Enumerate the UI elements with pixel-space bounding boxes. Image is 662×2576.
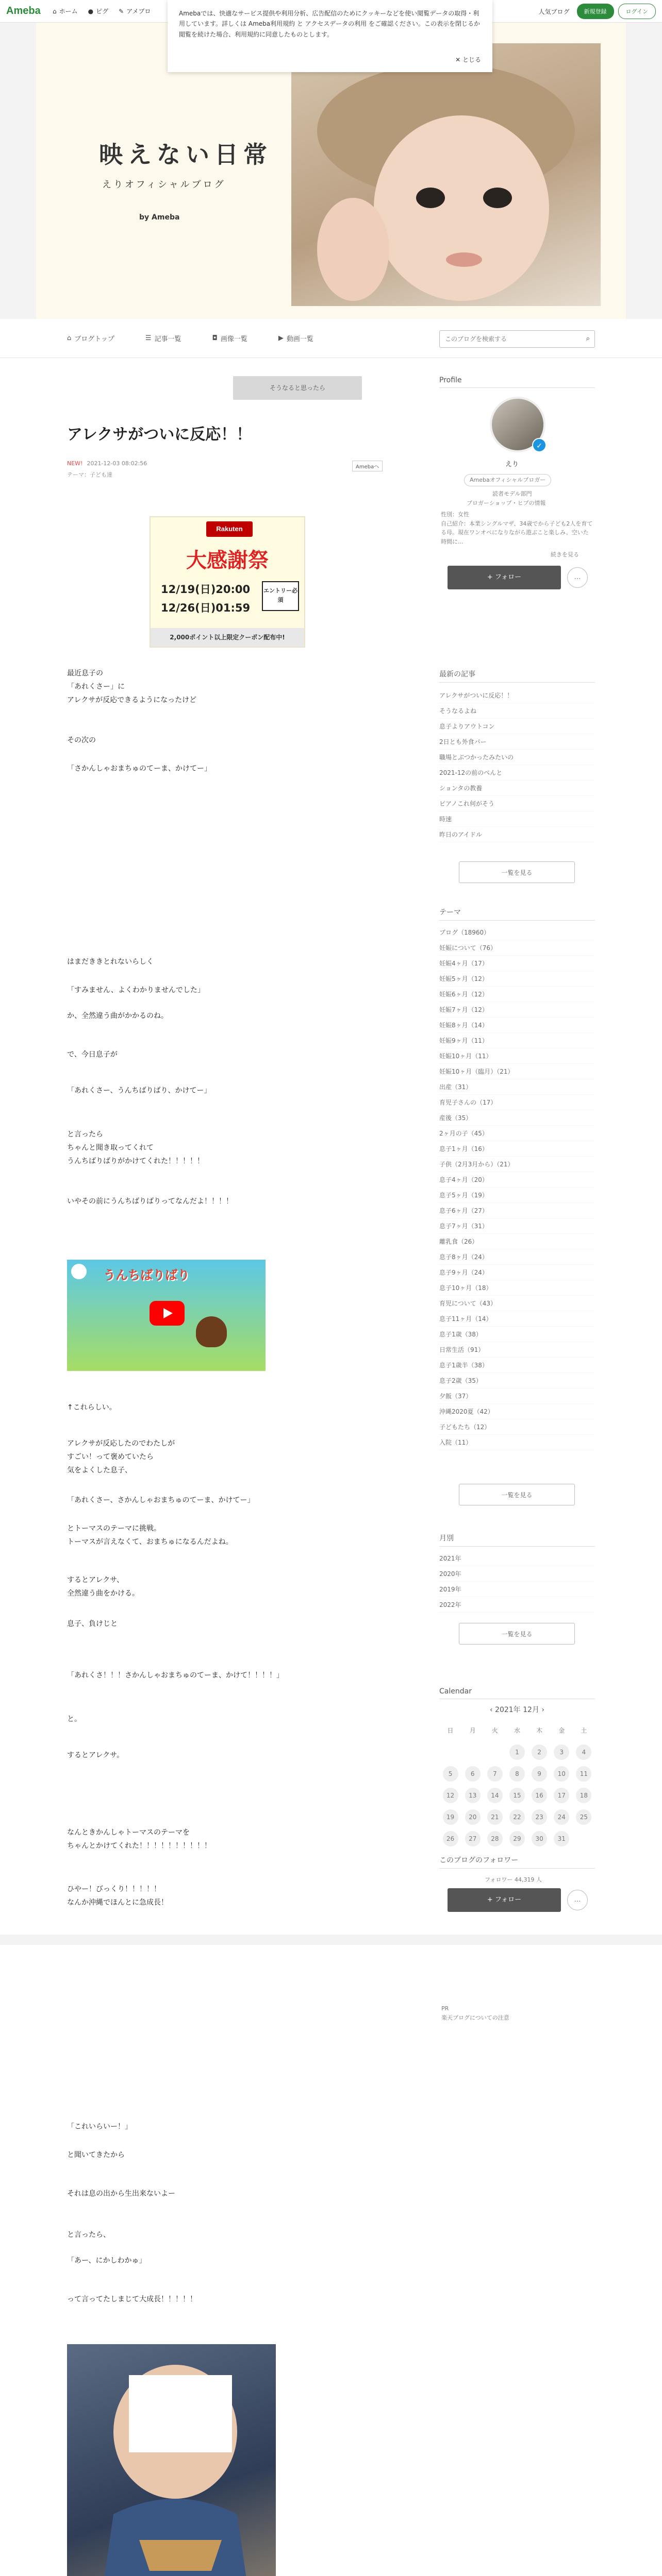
ad-note[interactable]: 楽天ブログについての注意 bbox=[441, 2014, 509, 2021]
face-mask bbox=[129, 2375, 232, 2452]
list-item[interactable]: 2021年 bbox=[439, 1551, 594, 1566]
header-photo bbox=[291, 43, 601, 306]
popular-blog-link[interactable]: 人気ブログ bbox=[538, 8, 570, 15]
calendar-day[interactable] bbox=[528, 1806, 551, 1828]
previous-article-button[interactable]: そうなると思ったら bbox=[233, 376, 362, 400]
banner-coupon: 2,000ポイント以上限定クーポン配布中! bbox=[151, 628, 304, 647]
followers-heading: このブログのフォロワー bbox=[439, 1855, 595, 1869]
child-photo bbox=[67, 2344, 276, 2576]
list-item[interactable]: 産後（35） bbox=[439, 1110, 594, 1126]
calendar-day[interactable] bbox=[528, 1785, 551, 1806]
nav-ameblo[interactable]: ✎ アメブロ bbox=[119, 7, 151, 15]
calendar-day[interactable] bbox=[506, 1741, 528, 1763]
close-icon: ✕ bbox=[455, 56, 462, 63]
calendar-day-number: 27 bbox=[465, 1831, 481, 1846]
list-item[interactable]: 息子9ヶ月（24） bbox=[439, 1265, 594, 1280]
recent-heading: 最新の記事 bbox=[439, 669, 595, 683]
calendar-day-number: 31 bbox=[554, 1831, 569, 1846]
calendar-day[interactable] bbox=[439, 1785, 461, 1806]
calendar-day[interactable] bbox=[551, 1806, 573, 1828]
calendar-day-number: 24 bbox=[554, 1809, 569, 1825]
calendar-day[interactable] bbox=[528, 1828, 551, 1850]
list-item[interactable]: 子供（2月3月から）（21） bbox=[439, 1157, 594, 1172]
more-options-button[interactable]: … bbox=[567, 567, 588, 588]
list-item[interactable]: 息子4ヶ月（20） bbox=[439, 1172, 594, 1188]
weekday-text: 木 bbox=[536, 1727, 543, 1734]
pr-label: PR bbox=[441, 2005, 449, 2012]
share-button[interactable]: Amebaへ bbox=[352, 461, 383, 471]
paragraph: するとアレクサ、 全然違う曲をかける。 bbox=[67, 1576, 139, 1598]
calendar-day[interactable] bbox=[439, 1806, 461, 1828]
monthly-heading: 月別 bbox=[439, 1533, 595, 1547]
calendar-day[interactable] bbox=[461, 1806, 484, 1828]
calendar-day[interactable] bbox=[439, 1763, 461, 1785]
play-icon[interactable] bbox=[150, 1301, 185, 1326]
calendar-day-number: 1 bbox=[509, 1744, 525, 1760]
calendar-day-number: 6 bbox=[465, 1766, 481, 1782]
weekday-text: 月 bbox=[469, 1727, 476, 1734]
list-item[interactable]: 出産（31） bbox=[439, 1079, 594, 1095]
article-meta bbox=[67, 460, 147, 467]
calendar-day-number: 13 bbox=[465, 1788, 481, 1803]
blog-subtitle: えりオフィシャルブログ bbox=[102, 179, 226, 190]
calendar-day-number: 9 bbox=[532, 1766, 547, 1782]
list-item[interactable]: 妊娠について（76） bbox=[439, 940, 594, 956]
calendar-day[interactable] bbox=[573, 1806, 595, 1828]
calendar-day[interactable] bbox=[551, 1828, 573, 1850]
list-item[interactable]: 息子よりアウトコン bbox=[439, 719, 594, 734]
video-title: うんちばりばり bbox=[103, 1268, 190, 1282]
list-item[interactable]: 息子11ヶ月（14） bbox=[439, 1311, 594, 1327]
calendar-day-number: 19 bbox=[443, 1809, 458, 1825]
nav-blog-top[interactable]: ⌂ ブログトップ bbox=[67, 334, 114, 343]
calendar-day-number: 26 bbox=[443, 1831, 458, 1846]
weekday-label bbox=[551, 1720, 573, 1741]
list-item[interactable]: 息子7ヶ月（31） bbox=[439, 1218, 594, 1234]
nav-home[interactable]: ⌂ ホーム bbox=[53, 7, 78, 15]
weekday-text: 土 bbox=[581, 1727, 587, 1734]
calendar-day-number: 2 bbox=[532, 1744, 547, 1760]
paragraph: 「すみません、よくわかりませんでした」 bbox=[67, 986, 205, 994]
home-icon: ⌂ bbox=[53, 7, 57, 15]
blog-nav bbox=[0, 319, 662, 358]
calendar-month: ‹ 2021年 12月 › bbox=[489, 1706, 545, 1714]
calendar-day[interactable] bbox=[461, 1828, 484, 1850]
nav-image-list[interactable]: ◘ 画像一覧 bbox=[212, 334, 247, 343]
search-icon[interactable]: ⌕ bbox=[586, 335, 590, 343]
profile-name[interactable]: えり bbox=[505, 461, 519, 468]
list-item[interactable]: 2020年 bbox=[439, 1566, 594, 1582]
list-item[interactable]: 息子10ヶ月（18） bbox=[439, 1280, 594, 1296]
pen-icon: ✎ bbox=[119, 7, 124, 15]
cookie-notice bbox=[168, 0, 492, 72]
blog-title[interactable]: 映えない日常 bbox=[99, 141, 272, 168]
follow-button[interactable]: + フォロー bbox=[448, 566, 561, 589]
blog-search bbox=[439, 330, 595, 348]
calendar-day[interactable] bbox=[461, 1785, 484, 1806]
calendar-day bbox=[484, 1741, 506, 1763]
channel-avatar bbox=[71, 1264, 87, 1279]
calendar-day-number: 28 bbox=[487, 1831, 503, 1846]
calendar-day-number: 30 bbox=[532, 1831, 547, 1846]
list-item[interactable]: 息子1歳（38） bbox=[439, 1327, 594, 1342]
list-item[interactable]: 日常生活（91） bbox=[439, 1342, 594, 1358]
paragraph: ↑これらしい。 bbox=[67, 1403, 117, 1412]
calendar-day-number: 11 bbox=[576, 1766, 591, 1782]
calendar-day-number: 16 bbox=[532, 1788, 547, 1803]
paragraph: 息子、負けじと bbox=[67, 1620, 118, 1628]
list-item[interactable]: 妊娠4ヶ月（17） bbox=[439, 956, 594, 971]
paragraph: と言ったら、 bbox=[67, 2231, 110, 2239]
pigg-icon: ● bbox=[88, 7, 94, 15]
paragraph: 「あー、にかしわかゅ」 bbox=[67, 2257, 146, 2265]
calendar-day-number: 7 bbox=[487, 1766, 503, 1782]
calendar-day[interactable] bbox=[506, 1763, 528, 1785]
list-item[interactable]: 職場とぶつかったみたいの bbox=[439, 750, 594, 765]
verified-icon: ✓ bbox=[532, 438, 547, 452]
list-item[interactable]: ブログ（18960） bbox=[439, 925, 594, 940]
list-item[interactable]: 時速 bbox=[439, 811, 594, 827]
banner-title: 大感謝祭 bbox=[186, 549, 269, 572]
calendar-day[interactable] bbox=[551, 1785, 573, 1806]
theme-heading: テーマ bbox=[439, 907, 595, 921]
list-item[interactable]: 2日とも外食パー bbox=[439, 734, 594, 750]
calendar: Calendar ‹ 2021年 12月 › 日 月 火 水 木 金 土 1 2 3 4 5 6 7 8 9 10 11 12 13 14 15 16 17 18 19 20 21 22 23 24 25 26 27 28 29 30 31 bbox=[439, 1687, 595, 1850]
weekday-label bbox=[506, 1720, 528, 1741]
weekday-text: 金 bbox=[558, 1727, 565, 1734]
calendar-day-number: 18 bbox=[576, 1788, 591, 1803]
more-options-button[interactable]: … bbox=[567, 1890, 588, 1910]
account-actions bbox=[539, 4, 656, 19]
close-notice-button[interactable]: ✕ とじる bbox=[455, 56, 481, 63]
calendar-day bbox=[573, 1828, 595, 1850]
rakuten-logo: Rakuten bbox=[206, 521, 253, 537]
list-item[interactable]: 息子1ヶ月（16） bbox=[439, 1141, 594, 1157]
rakuten-banner[interactable] bbox=[150, 516, 305, 648]
calendar-day[interactable] bbox=[439, 1828, 461, 1850]
paragraph: 「あれくさー、うんちばりばり、かけてー」 bbox=[67, 1087, 211, 1095]
calendar-day[interactable] bbox=[461, 1763, 484, 1785]
camera-icon: ◘ bbox=[212, 334, 218, 342]
list-item[interactable]: 離乳食（26） bbox=[439, 1234, 594, 1249]
weekday-label bbox=[439, 1720, 461, 1741]
calendar-day-number: 23 bbox=[532, 1809, 547, 1825]
weekday-text: 火 bbox=[491, 1727, 498, 1734]
baby-illustration bbox=[291, 43, 601, 306]
calendar-day bbox=[439, 1741, 461, 1763]
weekday-label bbox=[528, 1720, 551, 1741]
profile-genre2: ブロガーショップ・ヒプの情報 bbox=[467, 500, 546, 506]
calendar-day bbox=[461, 1741, 484, 1763]
calendar-day[interactable] bbox=[573, 1741, 595, 1763]
calendar-day-number: 5 bbox=[443, 1766, 458, 1782]
youtube-video[interactable] bbox=[67, 1260, 266, 1371]
calendar-day[interactable] bbox=[528, 1741, 551, 1763]
nav-article-list[interactable]: ☰ 記事一覧 bbox=[145, 334, 181, 343]
paragraph: と。 bbox=[67, 1715, 81, 1723]
search-input[interactable] bbox=[440, 331, 574, 347]
paragraph: それは息の出から生出来ないよー bbox=[67, 2190, 175, 2198]
list-item[interactable]: 妊娠10ヶ月（臨月）（21） bbox=[439, 1064, 594, 1079]
list-item[interactable]: 2ヶ月の子（45） bbox=[439, 1126, 594, 1141]
by-ameba-logo: by Ameba bbox=[139, 213, 180, 222]
cookie-notice-text: Amebaでは、快適なサービス提供や利用分析、広告配信のためにクッキーなどを使い閲覧データの取得・利用しています。詳しくは Ameba利用規約 と アクセスデータの利用 をご確認ください。この表示を閉じるか閲覧を続けた場合、利用規約に同意したものとします。 bbox=[179, 10, 480, 38]
list-item[interactable]: アレクサがついに反応！！ bbox=[439, 688, 594, 703]
paragraph: と聞いてきたから bbox=[67, 2151, 125, 2159]
list-item[interactable]: 息子5ヶ月（19） bbox=[439, 1188, 594, 1203]
banner-start-date: 12/19(日)20:00 bbox=[161, 583, 251, 596]
paragraph: ひやー！びっくり！！！！！ なんか沖縄でほんとに急成長！ bbox=[67, 1885, 168, 1907]
list-item[interactable]: 妊娠8ヶ月（14） bbox=[439, 1018, 594, 1033]
calendar-day[interactable] bbox=[484, 1828, 506, 1850]
paragraph: と言ったら ちゃんと聞き取ってくれて うんちばりばりがかけてくれた！！！！！ bbox=[67, 1130, 204, 1165]
calendar-day-number: 22 bbox=[509, 1809, 525, 1825]
list-item[interactable]: 昨日のアイドル bbox=[439, 827, 594, 842]
calendar-day-number: 25 bbox=[576, 1809, 591, 1825]
calendar-day-number: 17 bbox=[554, 1788, 569, 1803]
paragraph: で、今日息子が bbox=[67, 1050, 118, 1059]
list-item[interactable]: 育児子さんの（17） bbox=[439, 1095, 594, 1110]
read-more-link[interactable]: 続きを見る bbox=[551, 551, 579, 558]
chevron-right-icon[interactable]: › bbox=[539, 1706, 545, 1714]
calendar-day[interactable] bbox=[484, 1763, 506, 1785]
list-item[interactable]: 息子8ヶ月（24） bbox=[439, 1249, 594, 1265]
list-item[interactable]: 妊娠5ヶ月（12） bbox=[439, 971, 594, 987]
follower-count[interactable]: フォロワー 44,319 人 bbox=[485, 1876, 542, 1883]
calendar-day[interactable] bbox=[551, 1741, 573, 1763]
weekday-text: 水 bbox=[514, 1727, 520, 1734]
ameba-logo[interactable]: Ameba bbox=[6, 5, 41, 16]
calendar-day[interactable] bbox=[506, 1785, 528, 1806]
calendar-day[interactable] bbox=[528, 1763, 551, 1785]
video-icon: ▶ bbox=[278, 334, 284, 342]
list-item[interactable]: 育児について（43） bbox=[439, 1296, 594, 1311]
article-date: 2021-12-03 08:02:56 bbox=[87, 460, 147, 467]
calendar-day[interactable] bbox=[484, 1785, 506, 1806]
list-item[interactable]: 妊娠10ヶ月（11） bbox=[439, 1048, 594, 1064]
calendar-day-number: 14 bbox=[487, 1788, 503, 1803]
chevron-left-icon[interactable]: ‹ bbox=[489, 1706, 495, 1714]
paragraph: なんときかんしゃトーマスのテーマを ちゃんとかけてくれた！！！！！！！！！！ bbox=[67, 1828, 211, 1850]
calendar-day[interactable] bbox=[573, 1763, 595, 1785]
list-item[interactable]: 妊娠6ヶ月（12） bbox=[439, 987, 594, 1002]
monthly-see-all-button[interactable]: 一覧を見る bbox=[459, 1623, 575, 1645]
banner-entry: エントリー必須 bbox=[262, 581, 299, 611]
paragraph: その次の bbox=[67, 736, 96, 744]
paragraph: はまだききとれないらしく bbox=[67, 958, 154, 966]
weekday-label bbox=[484, 1720, 506, 1741]
list-item[interactable]: 妊娠7ヶ月（12） bbox=[439, 1002, 594, 1018]
calendar-day-number: 12 bbox=[443, 1788, 458, 1803]
article-theme[interactable]: テーマ：子ども達 bbox=[67, 471, 112, 478]
profile-bio: 性別：女性 自己紹介：本業シングルマザ、34歳でから子ども2人を育てる母。現在ワンオペになりながら遊ぶこと楽しみ、空いた時間に... bbox=[441, 511, 593, 545]
paragraph: 「さかんしゃおまちゅのてーま、かけてー」 bbox=[67, 765, 211, 773]
list-item[interactable]: 夕飯（37） bbox=[439, 1388, 594, 1404]
calendar-day-number: 4 bbox=[576, 1744, 591, 1760]
profile-heading: Profile bbox=[439, 376, 595, 388]
monthly-list bbox=[439, 1551, 594, 1613]
calendar-day[interactable] bbox=[506, 1828, 528, 1850]
list-item[interactable]: 妊娠9ヶ月（11） bbox=[439, 1033, 594, 1048]
paragraph: 「あれくさー、さかんしゃおまちゅのてーま、かけてー」 bbox=[67, 1496, 255, 1504]
paragraph: するとアレクサ。 bbox=[67, 1751, 124, 1759]
signup-button[interactable]: 新規登録 bbox=[577, 4, 614, 19]
paragraph: いやその前にうんちばりばりってなんだよ！！！！ bbox=[67, 1197, 233, 1206]
recent-see-all-button[interactable]: 一覧を見る bbox=[459, 861, 575, 883]
paragraph: 最近息子の 「あれくさー」に アレクサが反応できるようになったけど bbox=[67, 669, 197, 704]
list-item[interactable]: 沖縄2020夏（42） bbox=[439, 1404, 594, 1419]
paragraph: とトーマスのテーマに挑戦。 トーマスが言えなくて、おまちゅになるんだよね。 bbox=[67, 1524, 233, 1546]
nav-pigg[interactable]: ● ピグ bbox=[88, 7, 109, 15]
list-item[interactable]: 2021-12の前のべんと bbox=[439, 765, 594, 781]
login-button[interactable]: ログイン bbox=[618, 4, 656, 19]
paragraph: って言ってたしまじて大成長！！！！！ bbox=[67, 2295, 197, 2303]
list-item[interactable]: ピアノこれ何がそう bbox=[439, 796, 594, 811]
paragraph: 「これいらいー！」 bbox=[67, 2123, 132, 2131]
theme-list bbox=[439, 925, 594, 1450]
profile-genre: 読者モデル部門 bbox=[492, 490, 532, 497]
calendar-day[interactable] bbox=[551, 1763, 573, 1785]
calendar-day-number: 3 bbox=[554, 1744, 569, 1760]
list-item[interactable]: 2022年 bbox=[439, 1597, 594, 1613]
list-item[interactable]: 2019年 bbox=[439, 1582, 594, 1597]
calendar-day-number: 15 bbox=[509, 1788, 525, 1803]
new-badge: NEW! bbox=[67, 460, 83, 467]
calendar-day[interactable] bbox=[573, 1785, 595, 1806]
calendar-day-number: 29 bbox=[509, 1831, 525, 1846]
weekday-label bbox=[573, 1720, 595, 1741]
nav-video-list[interactable]: ▶ 動画一覧 bbox=[278, 334, 313, 343]
calendar-day-number: 10 bbox=[554, 1766, 569, 1782]
list-icon: ☰ bbox=[145, 334, 152, 342]
calendar-day-number: 20 bbox=[465, 1809, 481, 1825]
banner-end-date: 12/26(日)01:59 bbox=[161, 602, 251, 614]
calendar-grid bbox=[439, 1720, 595, 1850]
list-item[interactable]: そうなるよね bbox=[439, 703, 594, 719]
calendar-day-number: 8 bbox=[509, 1766, 525, 1782]
home-icon: ⌂ bbox=[67, 334, 72, 342]
weekday-text: 日 bbox=[447, 1727, 454, 1734]
official-badge: Amebaオフィシャルブロガー bbox=[464, 474, 551, 486]
poop-illustration bbox=[196, 1316, 227, 1347]
calendar-day[interactable] bbox=[506, 1806, 528, 1828]
list-item[interactable]: 息子1歳半（38） bbox=[439, 1358, 594, 1373]
list-item[interactable]: ションタの教養 bbox=[439, 781, 594, 796]
list-item[interactable]: 入院（11） bbox=[439, 1435, 594, 1450]
list-item[interactable]: 息子6ヶ月（27） bbox=[439, 1203, 594, 1218]
article-title[interactable]: アレクサがついに反応！！ bbox=[67, 426, 252, 444]
weekday-label bbox=[461, 1720, 484, 1741]
calendar-day-number: 21 bbox=[487, 1809, 503, 1825]
follow-button-bottom[interactable]: + フォロー bbox=[448, 1888, 561, 1912]
list-item[interactable]: 子どもたち（12） bbox=[439, 1419, 594, 1435]
recent-list bbox=[439, 688, 594, 842]
list-item[interactable]: 息子2歳（35） bbox=[439, 1373, 594, 1388]
paragraph: 「あれくさ！！！さかんしゃおまちゅのてーま、かけて！！！！」 bbox=[67, 1671, 284, 1680]
calendar-day[interactable] bbox=[484, 1806, 506, 1828]
paragraph: アレクサが反応したのでわたしが すごい！って褒めていたら 気をよくした息子、 bbox=[67, 1439, 175, 1475]
top-nav bbox=[53, 7, 151, 15]
paragraph: か、全然違う曲がかかるのね。 bbox=[67, 1012, 168, 1020]
theme-see-all-button[interactable]: 一覧を見る bbox=[459, 1484, 575, 1505]
